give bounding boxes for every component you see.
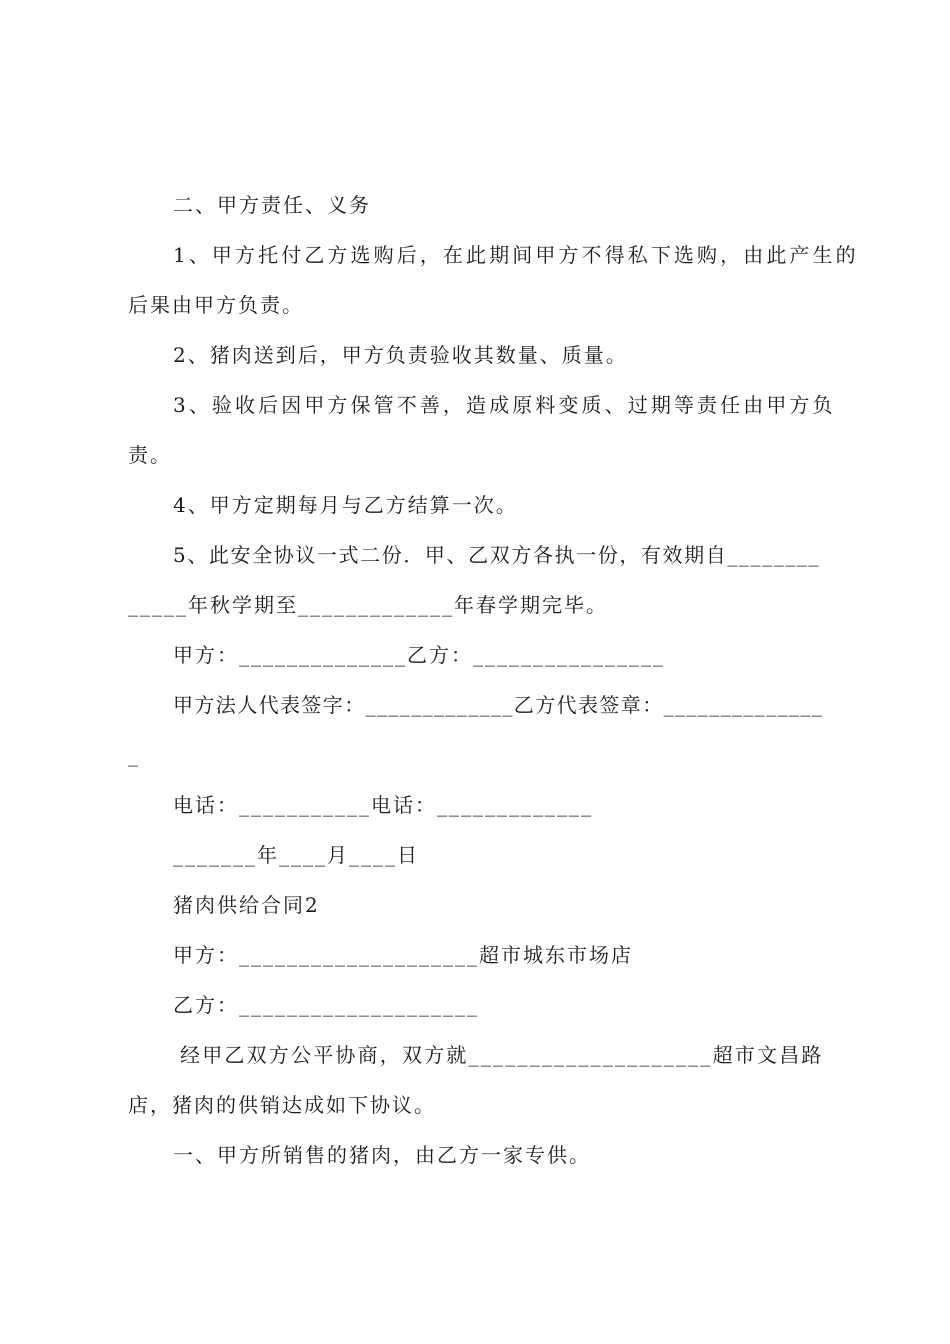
clause-3-line-2: 责。 [128,443,172,467]
signature-line-overflow: _ [128,743,140,767]
contract-2-title: 猪肉供给合同2 [173,893,320,917]
contract-2-party-a: 甲方：____________________超市城东市场店 [173,943,633,967]
clause-5-line-1: 5、此安全协议一式二份．甲、乙双方各执一份，有效期自________ [173,543,821,567]
clause-1-line-2: 后果由甲方负责。 [128,293,304,317]
clause-5-line-2: _____年秋学期至_____________年春学期完毕。 [128,593,608,617]
contract-2-party-b: 乙方：____________________ [173,993,479,1017]
section-heading-party-a-duties: 二、甲方责任、义务 [173,193,371,217]
parties-line: 甲方：______________乙方：________________ [173,643,665,667]
signature-line: 甲方法人代表签字：_____________乙方代表签章：______________ [173,693,824,717]
contract-2-intro-line-1: 经甲乙双方公平协商，双方就____________________超市文昌路 [180,1043,824,1067]
contract-2-intro-line-2: 店，猪肉的供销达成如下协议。 [128,1093,436,1117]
clause-3-line-1: 3、验收后因甲方保管不善，造成原料变质、过期等责任由甲方负 [173,393,836,417]
date-line: _______年____月____日 [173,843,419,867]
clause-2: 2、猪肉送到后，甲方负责验收其数量、质量。 [173,343,628,367]
phone-line: 电话：___________电话：_____________ [173,793,593,817]
contract-2-clause-1: 一、甲方所销售的猪肉，由乙方一家专供。 [173,1143,591,1167]
clause-4: 4、甲方定期每月与乙方结算一次。 [173,493,518,517]
clause-1-line-1: 1、甲方托付乙方选购后，在此期间甲方不得私下选购，由此产生的 [173,243,859,267]
